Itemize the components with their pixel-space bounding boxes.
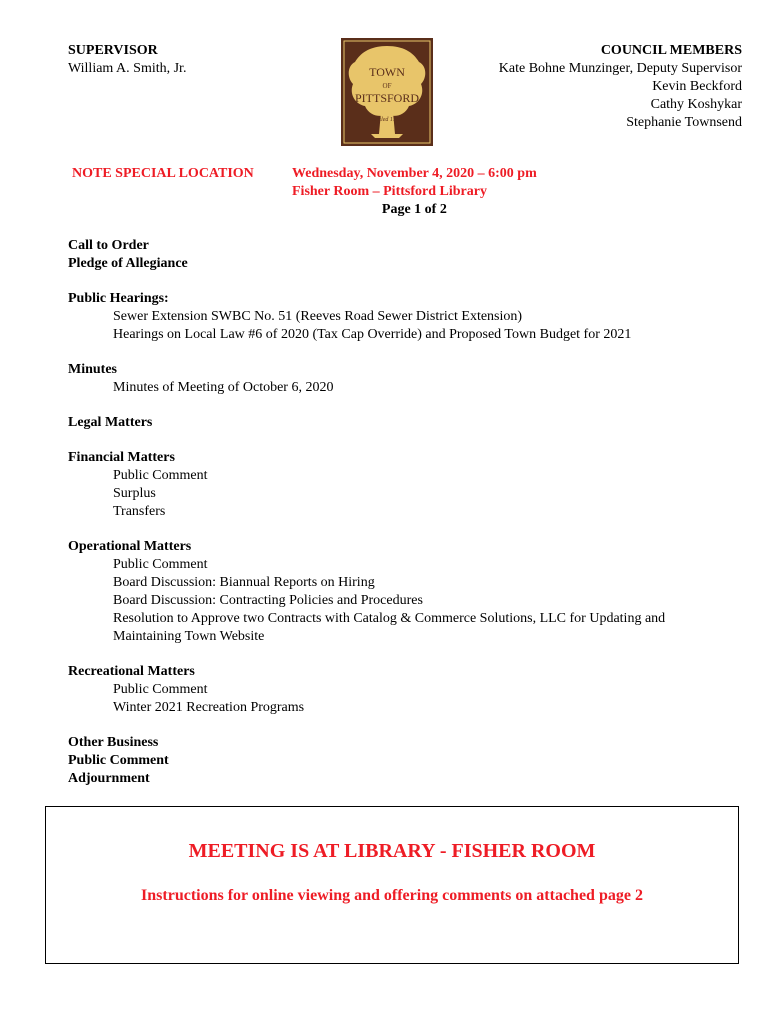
meeting-location: Fisher Room – Pittsford Library <box>292 184 487 199</box>
agenda-item: Public Comment <box>113 557 208 572</box>
section-title: Financial Matters <box>68 450 175 465</box>
agenda-item: Public Comment <box>113 682 208 697</box>
town-logo <box>341 38 433 146</box>
meeting-datetime: Wednesday, November 4, 2020 – 6:00 pm <box>292 166 537 181</box>
notice-headline: MEETING IS AT LIBRARY - FISHER ROOM <box>188 840 596 862</box>
notice-subline: Instructions for online viewing and offering comments on attached page 2 <box>141 887 643 904</box>
logo-line2: OF <box>382 82 392 90</box>
logo-line3: PITTSFORD <box>354 91 420 105</box>
agenda-item: Hearings on Local Law #6 of 2020 (Tax Cap Override) and Proposed Town Budget for 2021 <box>113 327 632 342</box>
council-member: Stephanie Townsend <box>626 115 742 130</box>
section-legal-matters <box>68 414 708 432</box>
agenda-item: Board Discussion: Biannual Reports on Hiring <box>113 575 375 590</box>
agenda-item: Board Discussion: Contracting Policies and Procedures <box>113 593 423 608</box>
agenda-item: Sewer Extension SWBC No. 51 (Reeves Road Sewer District Extension) <box>113 309 523 324</box>
agenda-opening <box>68 237 708 273</box>
section-title: Minutes <box>68 362 117 377</box>
agenda-item: Winter 2021 Recreation Programs <box>113 700 305 715</box>
agenda-heading: Call to Order <box>68 238 149 253</box>
council-member: Kate Bohne Munzinger, Deputy Supervisor <box>498 61 742 76</box>
council-title: COUNCIL MEMBERS <box>600 43 742 58</box>
section-financial-matters <box>68 449 708 521</box>
agenda-item: Surplus <box>113 486 156 501</box>
supervisor-title: SUPERVISOR <box>68 43 158 58</box>
agenda-heading: Pledge of Allegiance <box>68 256 188 271</box>
agenda-item: Public Comment <box>113 468 208 483</box>
section-public-hearings <box>68 290 708 344</box>
library-notice-box <box>45 806 739 964</box>
tree-seal-icon <box>341 38 433 146</box>
logo-line1: TOWN <box>369 65 405 79</box>
section-title: Legal Matters <box>68 415 153 430</box>
agenda-heading: Other Business <box>68 735 159 750</box>
section-operational-matters <box>68 538 708 646</box>
logo-line4: Settled 1789 <box>372 117 402 123</box>
agenda-item: Transfers <box>113 504 166 519</box>
section-recreational-matters <box>68 663 708 717</box>
supervisor-name: William A. Smith, Jr. <box>68 61 187 76</box>
agenda-closing <box>68 734 708 788</box>
agenda-item: Minutes of Meeting of October 6, 2020 <box>113 380 334 395</box>
council-member: Cathy Koshykar <box>650 97 742 112</box>
section-minutes <box>68 361 708 397</box>
agenda-heading: Adjournment <box>68 771 150 786</box>
council-member: Kevin Beckford <box>652 79 742 94</box>
agenda-heading: Public Comment <box>68 753 169 768</box>
supervisor-block <box>68 42 186 78</box>
section-title: Public Hearings: <box>68 291 169 306</box>
section-title: Operational Matters <box>68 539 192 554</box>
section-title: Recreational Matters <box>68 664 195 679</box>
council-block <box>499 42 742 132</box>
special-location-note: NOTE SPECIAL LOCATION <box>72 166 254 181</box>
page-indicator: Page 1 of 2 <box>381 202 447 217</box>
meeting-info <box>292 165 537 219</box>
agenda-body <box>68 237 708 805</box>
agenda-item: Resolution to Approve two Contracts with Catalog & Commerce Solutions, LLC for Updating and Maintaining Town Website <box>113 611 666 644</box>
